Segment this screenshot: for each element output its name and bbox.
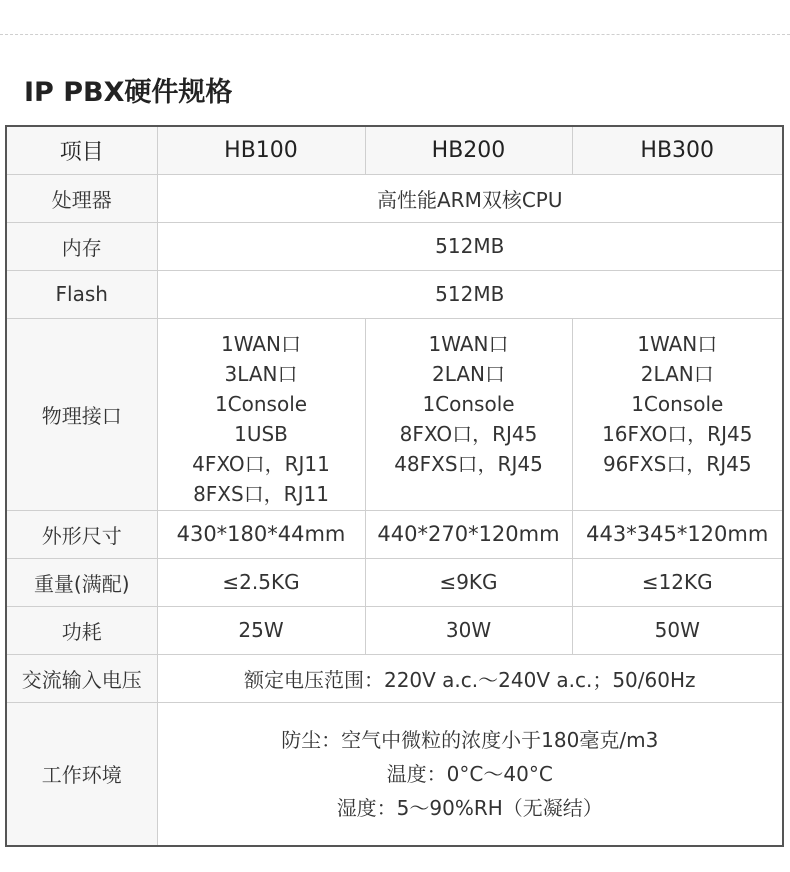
port-line: 2LAN口: [432, 361, 505, 386]
row-label-flash: Flash: [6, 270, 157, 318]
weight-hb100: ≤2.5KG: [157, 558, 365, 606]
flash-value: 512MB: [157, 270, 783, 318]
ac-input-value: 额定电压范围：220V a.c.～240V a.c.；50/60Hz: [157, 654, 783, 702]
environment-line: 温度：0°C～40°C: [386, 761, 553, 786]
port-line: 1Console: [422, 391, 515, 416]
row-label-memory: 内存: [6, 222, 157, 270]
power-hb100: 25W: [157, 606, 365, 654]
header-item: 项目: [6, 126, 157, 174]
power-hb300: 50W: [572, 606, 783, 654]
port-line: 16FXO口，RJ45: [602, 421, 753, 446]
row-label-processor: 处理器: [6, 174, 157, 222]
ports-hb200: [365, 318, 572, 510]
dimensions-hb100: 430*180*44mm: [157, 510, 365, 558]
header-hb100: HB100: [157, 126, 365, 174]
ports-hb300: [572, 318, 783, 510]
table-row: [6, 174, 783, 222]
spec-table: [5, 125, 784, 847]
table-row: [6, 606, 783, 654]
port-line: 8FXO口，RJ45: [399, 421, 538, 446]
header-row: [6, 126, 783, 174]
port-line: 2LAN口: [640, 361, 714, 386]
top-divider: [0, 34, 790, 35]
header-hb300: HB300: [572, 126, 783, 174]
port-line: 1WAN口: [637, 331, 718, 356]
port-line: 1WAN口: [428, 331, 509, 356]
row-label-dimensions: 外形尺寸: [6, 510, 157, 558]
table-row: [6, 510, 783, 558]
environment-value: [157, 702, 783, 846]
port-line: 1Console: [214, 391, 308, 416]
port-line: 96FXS口，RJ45: [602, 451, 752, 476]
table-row: [6, 270, 783, 318]
memory-value: 512MB: [157, 222, 783, 270]
dimensions-hb300: 443*345*120mm: [572, 510, 783, 558]
page-title: IP PBX硬件规格: [24, 77, 233, 108]
processor-value: 高性能ARM双核CPU: [157, 174, 783, 222]
environment-line: 湿度：5～90%RH（无凝结）: [336, 795, 603, 820]
port-line: 1Console: [631, 391, 724, 416]
power-hb200: 30W: [365, 606, 572, 654]
port-line: 3LAN口: [224, 361, 298, 386]
header-hb200: HB200: [365, 126, 572, 174]
weight-hb300: ≤12KG: [572, 558, 783, 606]
table-row: [6, 222, 783, 270]
table-row: [6, 318, 783, 510]
table-row: [6, 654, 783, 702]
port-line: 1WAN口: [220, 331, 302, 356]
row-label-ac-input: 交流输入电压: [6, 654, 157, 702]
table-row: [6, 702, 783, 846]
environment-line: 防尘：空气中微粒的浓度小于180毫克/m3: [281, 727, 659, 752]
dimensions-hb200: 440*270*120mm: [365, 510, 572, 558]
table-row: [6, 558, 783, 606]
port-line: 48FXS口，RJ45: [394, 451, 543, 476]
row-label-power: 功耗: [6, 606, 157, 654]
port-line: 8FXS口，RJ11: [193, 481, 329, 506]
weight-hb200: ≤9KG: [365, 558, 572, 606]
ports-hb100: [157, 318, 365, 510]
port-line: 4FXO口，RJ11: [192, 451, 330, 476]
row-label-weight: 重量(满配): [6, 558, 157, 606]
row-label-ports: 物理接口: [6, 318, 157, 510]
port-line: 1USB: [234, 421, 288, 446]
row-label-environment: 工作环境: [6, 702, 157, 846]
